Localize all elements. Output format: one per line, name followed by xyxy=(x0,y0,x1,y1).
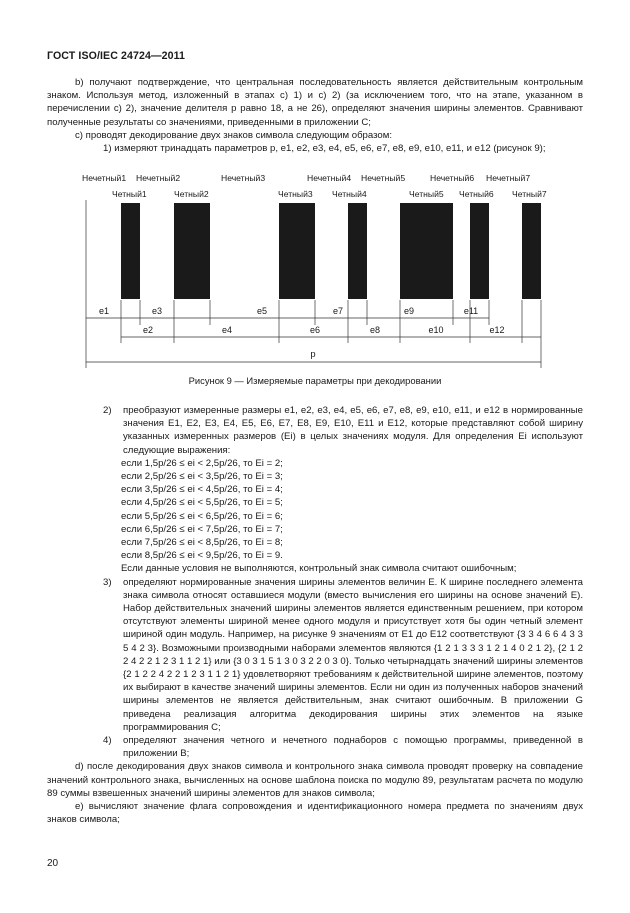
condition-1: если 1,5p/26 ≤ ei < 2,5p/26, то Ei = 2; xyxy=(121,457,283,469)
dim-e6: e6 xyxy=(309,325,321,335)
item-1: 1) измеряют тринадцать параметров p, e1, e2, e3, e4, e5, e6, e7, e8, e9, e10, e11, и e12 (рисунок 9); xyxy=(103,143,546,155)
label-even-1: Четный1 xyxy=(112,189,147,199)
dim-e11: e11 xyxy=(463,306,479,316)
label-even-2: Четный2 xyxy=(174,189,209,199)
label-odd-2: Нечетный2 xyxy=(136,173,181,183)
page-header: ГОСТ ISO/IEC 24724—2011 xyxy=(47,50,186,62)
bar-1 xyxy=(121,203,140,299)
dim-e2: e2 xyxy=(142,325,154,335)
bar-5 xyxy=(400,203,453,299)
dim-e3: e3 xyxy=(151,306,163,316)
label-even-7: Четный7 xyxy=(512,189,547,199)
bar-3 xyxy=(279,203,315,299)
item-3-number: 3) xyxy=(103,576,112,588)
label-odd-5: Нечетный5 xyxy=(361,173,406,183)
label-even-5: Четный5 xyxy=(409,189,444,199)
condition-7: если 7,5p/26 ≤ ei < 8,5p/26, то Ei = 8; xyxy=(121,537,283,549)
bar-2 xyxy=(174,203,210,299)
item-2-text: преобразуют измеренные размеры e1, e2, e3, e4, e5, e6, e7, e8, e9, e10, e11, и e12 в нормированные значения E1, E2, E3, E4, E5, E6, E7, E8, E9, E10, E11 и E12, которые представляют собой ширину указанных измеренных размеров (Ei) в целых значениях модуля. Для определения Ei используют следующие выражения: xyxy=(123,405,583,456)
dim-e4: e4 xyxy=(221,325,233,335)
condition-note: Если данные условия не выполняются, контрольный знак символа считают ошибочным; xyxy=(121,563,517,575)
item-2 xyxy=(47,404,583,457)
label-even-6: Четный6 xyxy=(459,189,494,199)
paragraph-d: d) после декодирования двух знаков символа и контрольного знака символа проводят проверку на совпадение значений контрольного знака, вычисленных на основе шаблона поиска по модулю 89, результатам расчета по модулю 89 суммы взвешенных значений ширины элементов для знаков символа; xyxy=(47,761,583,799)
item-4-text: определяют значения четного и нечетного поднаборов с помощью программы, приведенной в приложении B; xyxy=(123,735,583,760)
item-2-number: 2) xyxy=(103,405,112,416)
dim-e9: e9 xyxy=(403,306,415,316)
dim-e10: e10 xyxy=(428,325,444,335)
condition-3: если 3,5p/26 ≤ ei < 4,5p/26, то Ei = 4; xyxy=(121,484,283,496)
bottom-labels xyxy=(112,189,547,199)
paragraph-b: b) получают подтверждение, что центральная последовательность является действительным контрольным знаком. Используя метод, изложенный в этапах c) 1) и c) 2) (за исключением того, что на этапе, указанном в перечислении c) 2), значение делителя p равно 18, а не 26), определяют значения ширины элементов. Сравнивают полученные результаты со значениями, приведенными в приложении C; xyxy=(47,77,583,128)
dim-e7: e7 xyxy=(332,306,344,316)
condition-8: если 8,5p/26 ≤ ei < 9,5p/26, то Ei = 9. xyxy=(121,550,283,562)
paragraph-e: e) вычисляют значение флага сопровождения и идентификационного номера предмета по значениям двух знаков символа; xyxy=(47,801,583,826)
label-odd-1: Нечетный1 xyxy=(82,173,127,183)
label-odd-6: Нечетный6 xyxy=(430,173,475,183)
item-4-number: 4) xyxy=(103,735,112,747)
dim-e8: e8 xyxy=(369,325,381,335)
bar-7 xyxy=(522,203,541,299)
paragraph-c: c) проводят декодирование двух знаков символа следующим образом: xyxy=(75,129,393,141)
figure-caption: Рисунок 9 — Измеряемые параметры при декодировании xyxy=(188,375,442,386)
item-3 xyxy=(47,576,583,734)
condition-2: если 2,5p/26 ≤ ei < 3,5p/26, то Ei = 3; xyxy=(121,471,283,483)
dim-labels-row2 xyxy=(143,325,505,335)
dim-e5: e5 xyxy=(256,306,268,316)
bar-4 xyxy=(348,203,367,299)
extension-lines xyxy=(86,200,541,368)
body-top xyxy=(47,76,583,155)
dim-e1: e1 xyxy=(98,306,110,316)
label-odd-3: Нечетный3 xyxy=(221,173,266,183)
dimension-lines xyxy=(86,318,541,362)
conditions-list xyxy=(65,457,583,576)
label-odd-4: Нечетный4 xyxy=(307,173,352,183)
item-4 xyxy=(47,734,583,760)
page-number: 20 xyxy=(47,858,59,869)
condition-5: если 5,5p/26 ≤ ei < 6,5p/26, то Ei = 6; xyxy=(121,510,283,522)
condition-6: если 6,5p/26 ≤ ei < 7,5p/26, то Ei = 7; xyxy=(121,523,283,535)
top-labels xyxy=(82,173,530,183)
dim-p: p xyxy=(310,348,316,359)
label-even-3: Четный3 xyxy=(278,189,313,199)
body-bottom xyxy=(47,404,583,827)
bar-6 xyxy=(470,203,489,299)
dim-e12: e12 xyxy=(489,325,505,335)
dim-labels-row1 xyxy=(99,306,478,316)
label-even-4: Четный4 xyxy=(332,189,367,199)
label-odd-7: Нечетный7 xyxy=(486,173,531,183)
condition-4: если 4,5p/26 ≤ ei < 5,5p/26, то Ei = 5; xyxy=(121,497,283,509)
item-3-text: определяют нормированные значения ширины элементов величин E. К ширине последнего элемента знака символа относят оставшиеся модули (вместо вычисления его ширины на основе значений E). Набор действительных значений ширины элементов является единственным решением, при котором отсутствуют элементы шириной менее одного модуля и присутствует хотя бы один четный элемент шириной один модуль. Например, на рисунке 9 значениям от E1 до E12 соответствуют {3 3 4 6 6 4 3 3 5 4 2 3}. Возможными производными наборами элементов являются {1 2 1 3 3 3 1 2 1 4 0 2 1 2}, {2 1 2 2 4 2 2 1 2 3 1 1 2 1} или {3 0 3 1 5 1 3 0 3 2 2 0 3 0}. Только четырнадцать значений ширины элементов {2 1 2 2 4 2 2 1 2 3 1 1 2 1} удовлетворяют требованиям к действительной ширине элементов, поэтому их выбирают в качестве значений ширины элементов. Если ни один из полученных наборов значений ширины элементов не является действительным, знак считают ошибочным. В приложении G приведена реализация алгоритма декодирования ширины этих элементов на языке программирования C; xyxy=(123,576,583,733)
